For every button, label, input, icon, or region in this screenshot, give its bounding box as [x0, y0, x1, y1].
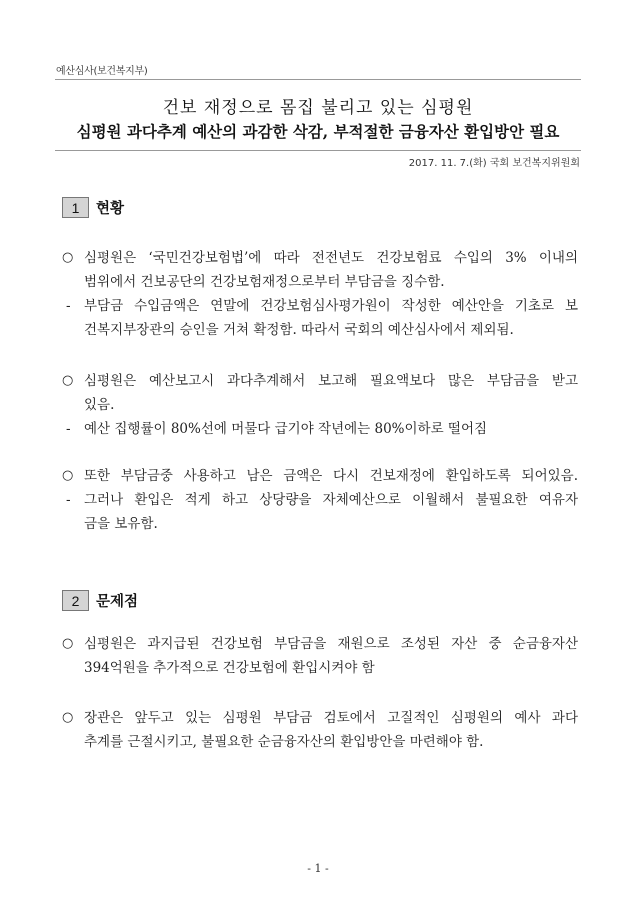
bullet-item [62, 706, 578, 754]
header-bottom-rule [55, 150, 581, 151]
item-text-line: 추계를 근절시키고, 불필요한 순금융자산의 환입방안을 마련해야 함. [84, 734, 484, 750]
sub-item-text-line: 예산 집행률이 80%선에 머물다 급기야 작년에는 80%이하로 떨어짐 [84, 421, 488, 437]
section-number-box: 1 [62, 197, 89, 218]
section-1-heading [62, 197, 124, 218]
bullet-item [62, 246, 578, 294]
item-text-line: 또한 부담금중 사용하고 남은 금액은 다시 건보재정에 환입하도록 되어있음. [84, 468, 578, 484]
document-subtitle: 심평원 과다추계 예산의 과감한 삭감, 부적절한 금융자산 환입방안 필요 [76, 122, 560, 141]
sub-item-text-line: 부담금 수입금액은 연말에 건강보험심사평가원이 작성한 예산안을 기초로 보 [84, 298, 578, 314]
item-text-line: 심평원은 ‘국민건강보험법’에 따라 전전년도 건강보험료 수입의 3% 이내의 [84, 250, 578, 266]
dash-bullet-icon: - [66, 421, 71, 437]
bullet-item [62, 369, 578, 417]
section-title: 현황 [96, 201, 125, 217]
page-number: - 1 - [307, 862, 329, 875]
sub-item [62, 488, 578, 536]
sub-item-text-line: 건복지부장관의 승인을 거쳐 확정함. 따라서 국회의 예산심사에서 제외됨. [84, 322, 514, 338]
document-title: 건보 재정으로 몸집 불리고 있는 심평원 [162, 98, 474, 118]
section-number-box: 2 [62, 590, 89, 611]
dash-bullet-icon: - [66, 492, 71, 508]
item-text-line: 범위에서 건보공단의 건강보험재정으로부터 부담금을 징수함. [84, 274, 445, 290]
circle-bullet-icon: ○ [62, 250, 74, 265]
item-text-line: 있음. [84, 397, 115, 413]
bullet-item [62, 632, 578, 680]
bullet-item [62, 464, 578, 488]
sub-item-text-line: 그러나 환입은 적게 하고 상당량을 자체예산으로 이월해서 불필요한 여유자 [84, 492, 578, 508]
document-category: 예산심사(보건복지부) [56, 66, 148, 77]
sub-item [62, 294, 578, 342]
section-title: 문제점 [96, 594, 139, 610]
item-text-line: 심평원은 과지급된 건강보험 부담금을 재원으로 조성된 자산 중 순금융자산 [84, 636, 578, 652]
item-text-line: 심평원은 예산보고시 과다추계해서 보고해 필요액보다 많은 부담금을 받고 [84, 373, 578, 389]
circle-bullet-icon: ○ [62, 636, 74, 651]
section-2-heading [62, 590, 138, 611]
dash-bullet-icon: - [66, 298, 71, 314]
item-text-line: 394억원을 추가적으로 건강보험에 환입시켜야 함 [84, 660, 375, 676]
item-text-line: 장관은 앞두고 있는 심평원 부담금 검토에서 고질적인 심평원의 예사 과다 [84, 710, 578, 726]
circle-bullet-icon: ○ [62, 373, 74, 388]
circle-bullet-icon: ○ [62, 468, 74, 483]
sub-item-text-line: 금을 보유함. [84, 516, 158, 532]
sub-item [62, 417, 578, 441]
circle-bullet-icon: ○ [62, 710, 74, 725]
header-top-rule [55, 79, 581, 80]
date-and-committee: 2017. 11. 7.(화) 국회 보건복지위원회 [408, 158, 580, 169]
